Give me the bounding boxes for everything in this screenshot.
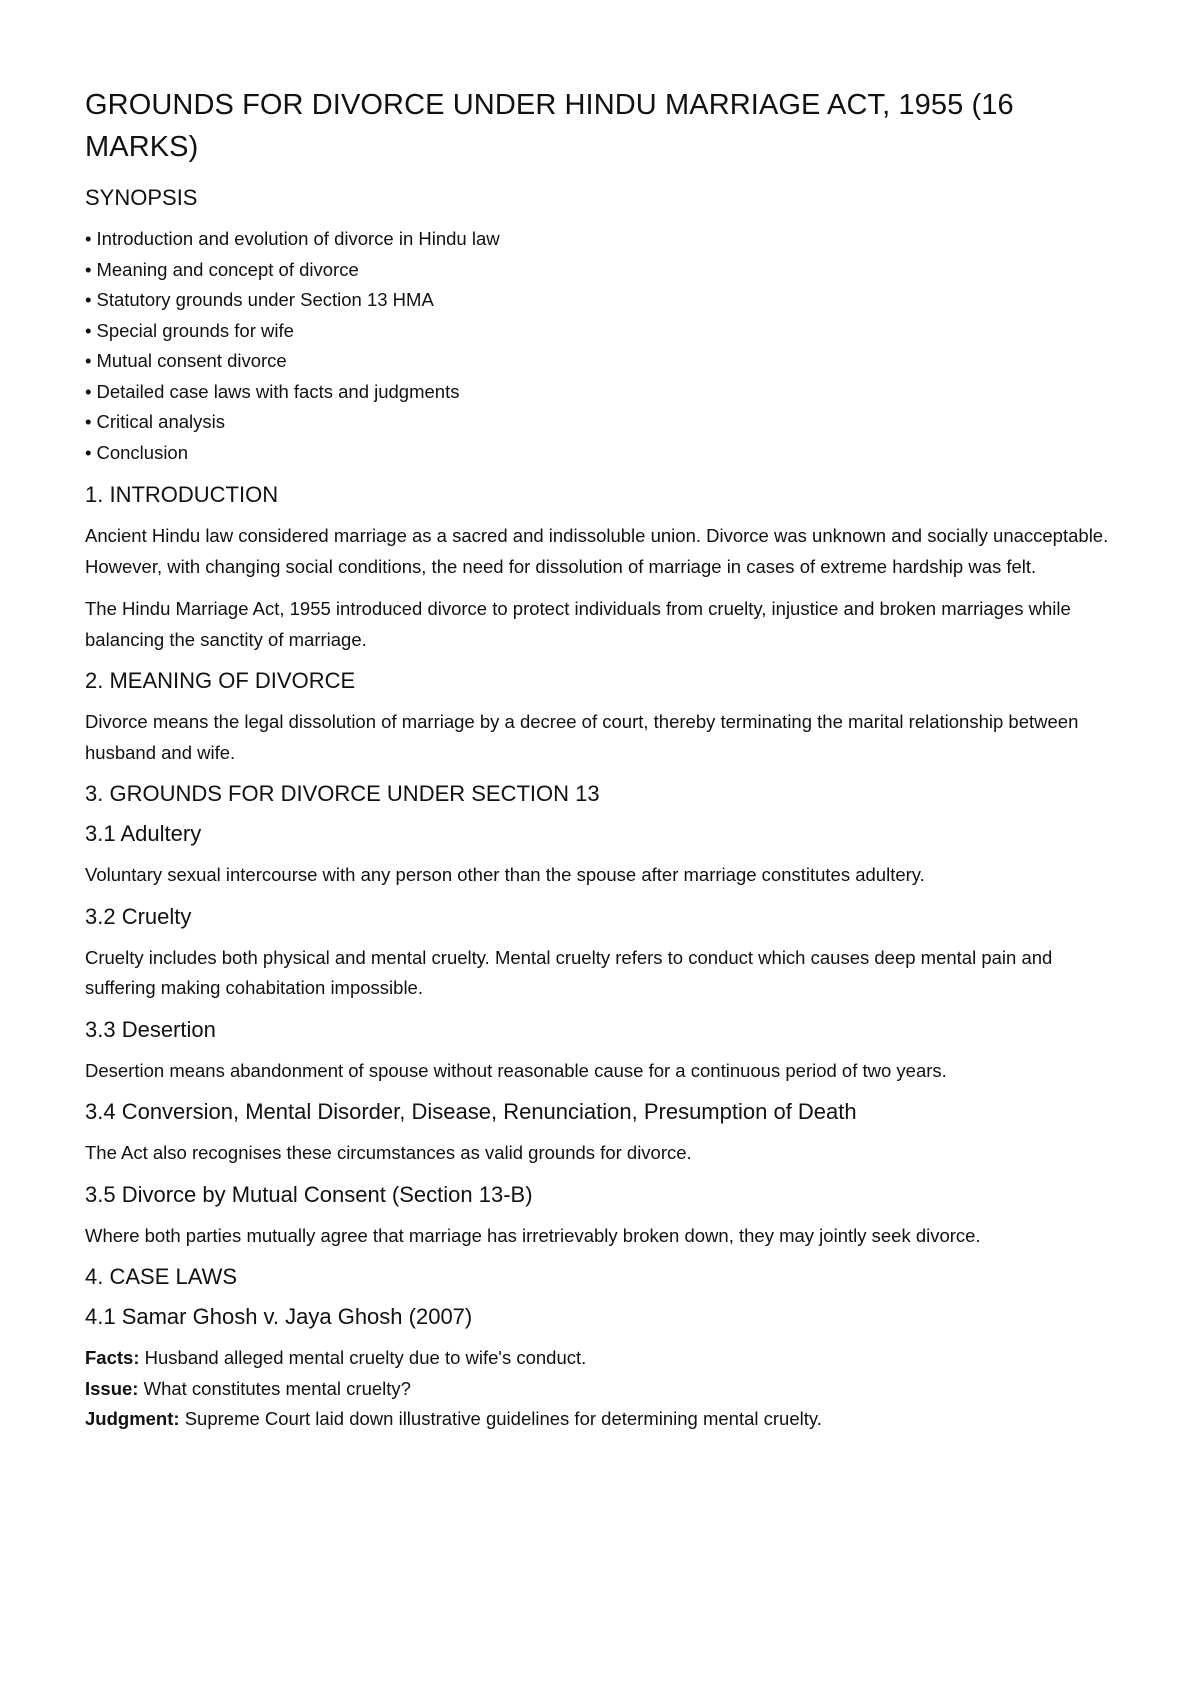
synopsis-list <box>85 224 1112 468</box>
subsection-heading-other-grounds: 3.4 Conversion, Mental Disorder, Disease, Renunciation, Presumption of Death <box>85 1099 857 1124</box>
adultery-paragraph: Voluntary sexual intercourse with any person other than the spouse after marriage constitutes adultery. <box>85 864 925 885</box>
other-grounds-paragraph: The Act also recognises these circumstances as valid grounds for divorce. <box>85 1142 692 1163</box>
meaning-paragraph: Divorce means the legal dissolution of marriage by a decree of court, thereby terminating the marital relationship between husband and wife. <box>85 711 1079 763</box>
case-heading: 4.1 Samar Ghosh v. Jaya Ghosh (2007) <box>85 1304 473 1329</box>
desertion-paragraph: Desertion means abandonment of spouse without reasonable cause for a continuous period of two years. <box>85 1059 947 1081</box>
case-judgment-line <box>85 1404 1112 1435</box>
case-issue-line <box>85 1374 1112 1405</box>
case-facts-line <box>85 1343 1112 1374</box>
introduction-heading: 1. INTRODUCTION <box>85 482 279 507</box>
list-item: • Meaning and concept of divorce <box>85 255 1112 286</box>
facts-label: Facts: <box>85 1347 140 1368</box>
case-facts-block <box>85 1343 1112 1435</box>
document-title: GROUNDS FOR DIVORCE UNDER HINDU MARRIAGE ACT, 1955 (16 MARKS) <box>85 89 1014 163</box>
subsection-heading-adultery: 3.1 Adultery <box>85 821 202 846</box>
mutual-consent-paragraph: Where both parties mutually agree that marriage has irretrievably broken down, they may jointly seek divorce. <box>85 1224 981 1246</box>
list-item: • Mutual consent divorce <box>85 346 1112 377</box>
synopsis-heading: SYNOPSIS <box>85 185 198 210</box>
list-item: • Statutory grounds under Section 13 HMA <box>85 285 1112 316</box>
case-laws-heading: 4. CASE LAWS <box>85 1264 238 1289</box>
list-item: • Special grounds for wife <box>85 316 1112 347</box>
list-item: • Introduction and evolution of divorce in Hindu law <box>85 224 1112 255</box>
meaning-heading: 2. MEANING OF DIVORCE <box>85 668 356 693</box>
issue-text: What constitutes mental cruelty? <box>138 1377 411 1399</box>
subsection-heading-mutual-consent: 3.5 Divorce by Mutual Consent (Section 13-B) <box>85 1181 533 1207</box>
cruelty-paragraph: Cruelty includes both physical and mental cruelty. Mental cruelty refers to conduct which causes deep mental pain and suffering making cohabitation impossible. <box>85 946 1053 998</box>
issue-label: Issue: <box>85 1377 139 1399</box>
subsection-heading-cruelty: 3.2 Cruelty <box>85 903 192 929</box>
subsection-heading-desertion: 3.3 Desertion <box>85 1016 216 1042</box>
judgment-text: Supreme Court laid down illustrative guidelines for determining mental cruelty. <box>179 1408 822 1429</box>
judgment-label: Judgment: <box>85 1408 180 1429</box>
list-item: • Conclusion <box>85 438 1112 469</box>
list-item: • Critical analysis <box>85 407 1112 438</box>
introduction-paragraph: The Hindu Marriage Act, 1955 introduced divorce to protect individuals from cruelty, injustice and broken marriages while balancing the sanctity of marriage. <box>85 598 1071 650</box>
introduction-paragraph: Ancient Hindu law considered marriage as a sacred and indissoluble union. Divorce was unknown and socially unacceptable. However, with changing social conditions, the need for dissolution of marriage in cases of extreme hardship was felt. <box>85 525 1109 577</box>
facts-text: Husband alleged mental cruelty due to wife's conduct. <box>139 1347 587 1368</box>
list-item: • Detailed case laws with facts and judgments <box>85 377 1112 408</box>
grounds-heading: 3. GROUNDS FOR DIVORCE UNDER SECTION 13 <box>85 781 600 806</box>
